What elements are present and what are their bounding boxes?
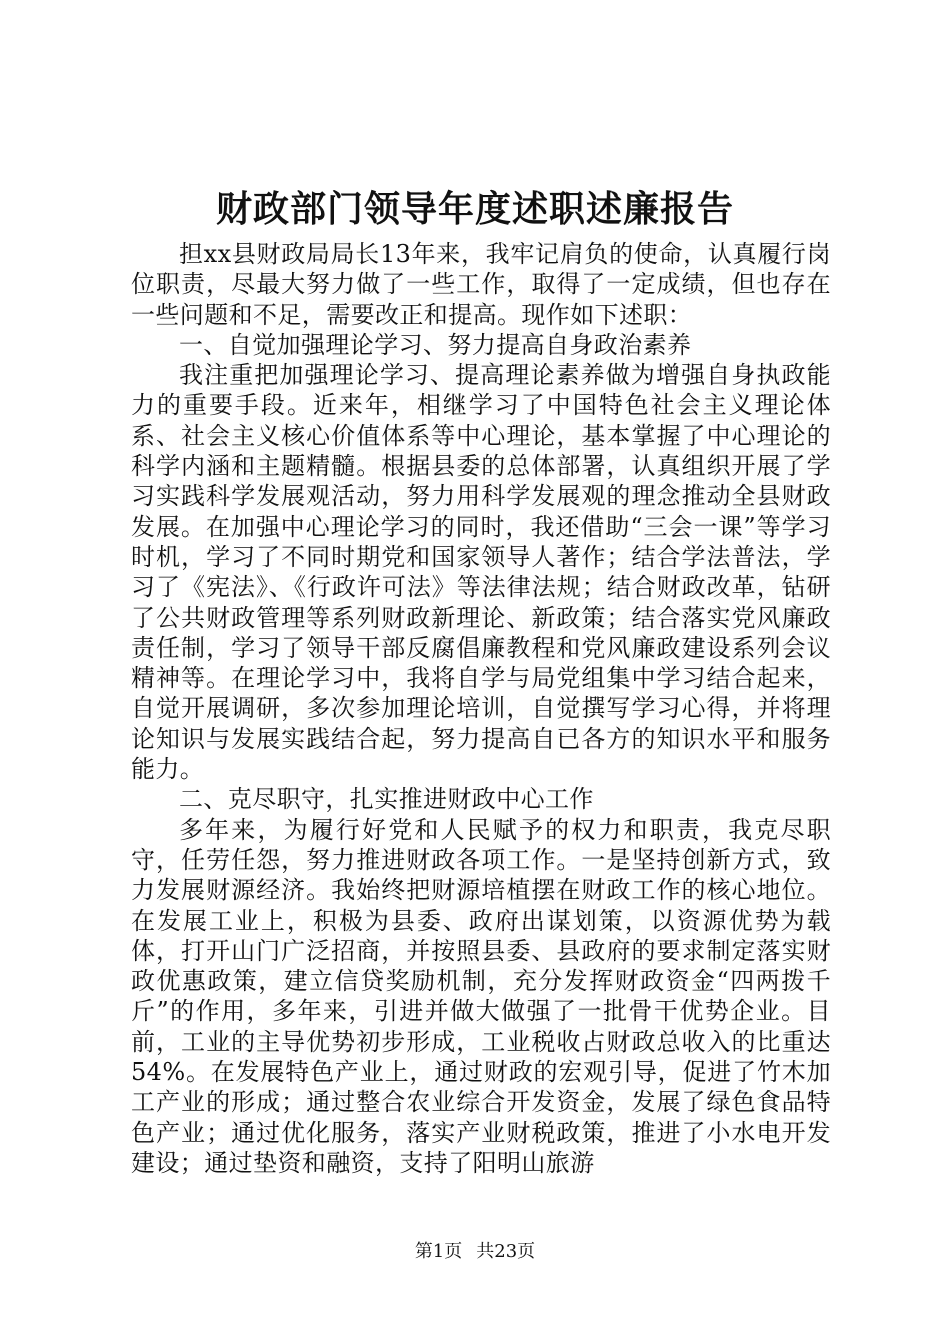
section-2-paragraph: 多年来，为履行好党和人民赋予的权力和职责，我克尽职守，任劳任怨，努力推进财政各项工作。一是坚持创新方式，致力发展财源经济。我始终把财源培植摆在财政工作的核心地位。在发展工业上，积极为县委、政府出谋划策，以资源优势为载体，打开山门广泛招商，并按照县委、县政府的要求制定落实财政优惠政策，建立信贷奖励机制，充分发挥财政资金“四两拨千斤”的作用，多年来，引进并做大做强了一批骨干优势企业。目前，工业的主导优势初步形成，工业税收占财政总收入的比重达54%。在发展特色产业上，通过财政的宏观引导，促进了竹木加工产业的形成；通过整合农业综合开发资金，发展了绿色食品特色产业；通过优化服务，落实产业财税政策，推进了小水电开发建设；通过垫资和融资，支持了阳明山旅游	[131, 815, 831, 1177]
page-number: 第1页	[414, 1241, 463, 1262]
section-heading-1: 一、自觉加强理论学习、努力提高自身政治素养	[179, 330, 692, 359]
section-heading-2: 二、克尽职守，扎实推进财政中心工作	[179, 785, 594, 814]
document-body	[131, 239, 831, 1178]
document-title: 财政部门领导年度述职述廉报告	[215, 188, 734, 230]
intro-paragraph: 担xx县财政局局长13年来，我牢记肩负的使命，认真履行岗位职责，尽最大努力做了一些工作，取得了一定成绩，但也存在一些问题和不足，需要改正和提高。现作如下述职：	[131, 240, 831, 329]
section-1-paragraph: 我注重把加强理论学习、提高理论素养做为增强自身执政能力的重要手段。近来年，相继学习了中国特色社会主义理论体系、社会主义核心价值体系等中心理论，基本掌握了中心理论的科学内涵和主题精髓。根据县委的总体部署，认真组织开展了学习实践科学发展观活动，努力用科学发展观的理念推动全县财政发展。在加强中心理论学习的同时，我还借助“三会一课”等学习时机，学习了不同时期党和国家领导人著作；结合学法普法，学习了《宪法》、《行政许可法》等法律法规；结合财政改革，钻研了公共财政管理等系列财政新理论、新政策；结合落实党风廉政责任制，学习了领导干部反腐倡廉教程和党风廉政建设系列会议精神等。在理论学习中，我将自学与局党组集中学习结合起来，自觉开展调研，多次参加理论培训，自觉撰写学习心得，并将理论知识与发展实践结合起，努力提高自已各方的知识水平和服务能力。	[131, 361, 831, 784]
page-footer	[0, 1240, 950, 1264]
page-total: 共23页	[476, 1241, 536, 1262]
